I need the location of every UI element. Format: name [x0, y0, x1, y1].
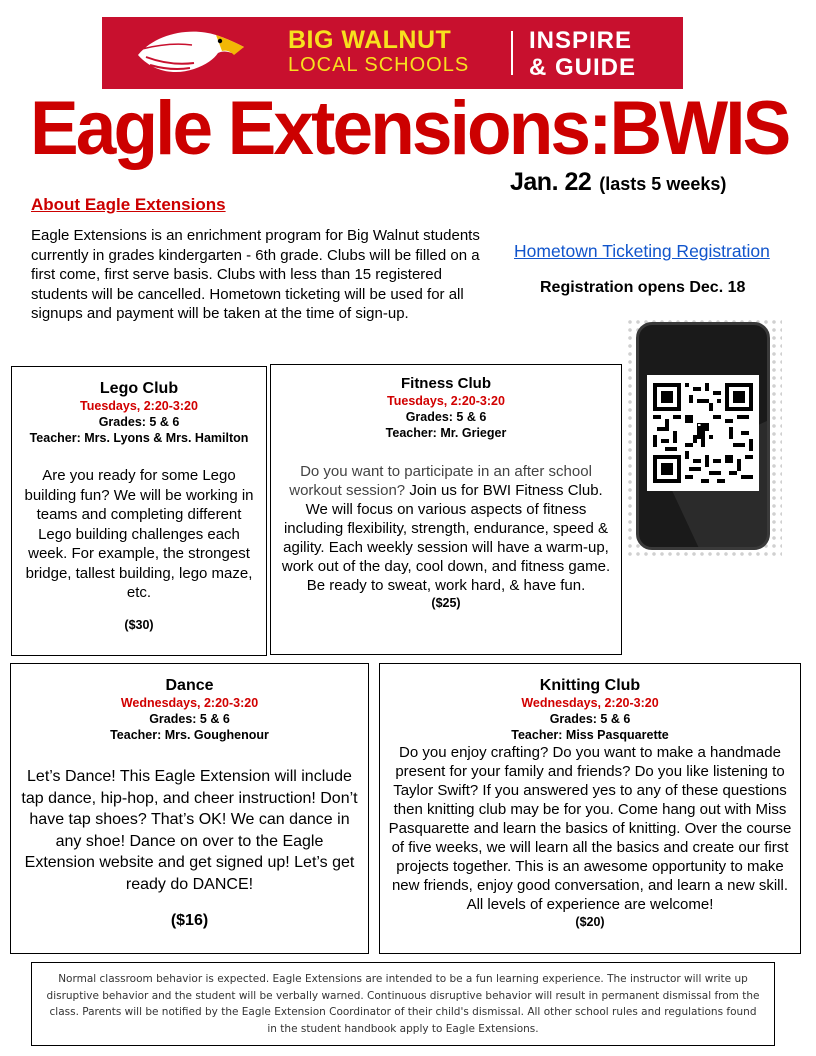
- club-price: ($25): [431, 596, 461, 610]
- club-description: Do you enjoy crafting? Do you want to make a handmade present for your family and friends? Do you like listening to Taylor Swift? If you answered yes to any of these questions then knitting club may be for you. Come hang out with Miss Pasquarette and learn the basics of knitting. Over the course of five weeks, we will learn all the basics and create our first projects together. This is an awesome opportunity to make new friends, enjoy good conversation, and learn a new skill. All levels of experience are welcome!: [388, 744, 792, 913]
- club-title: Dance: [165, 677, 214, 694]
- club-time: Wednesdays, 2:20-3:20: [120, 696, 259, 710]
- dance-club-card: [10, 663, 369, 954]
- about-description: Eagle Extensions is an enrichment program for Big Walnut students currently in grades kindergarten - 6th grade. Clubs will be filled on a first come, first serve basis. Clubs with less than 15 registered students will be cancelled. Hometown ticketing will be used for all signups and payment will be taken at the time of sign-up.: [31, 227, 480, 322]
- district-logo-text: [288, 27, 469, 77]
- motto-line-1: INSPIRE: [529, 27, 633, 54]
- logo-divider: [511, 31, 513, 75]
- start-date: [510, 168, 726, 197]
- qr-code-icon[interactable]: [647, 375, 759, 491]
- qr-phone-graphic: [626, 318, 782, 558]
- club-teacher: Teacher: Mr. Grieger: [385, 426, 507, 440]
- fitness-club-card: [270, 364, 622, 655]
- club-teacher: Teacher: Mrs. Lyons & Mrs. Hamilton: [29, 431, 249, 445]
- club-grades: Grades: 5 & 6: [549, 712, 631, 726]
- about-heading-link[interactable]: About Eagle Extensions: [31, 195, 226, 214]
- eagle-logo-icon: [136, 25, 246, 81]
- club-time: Tuesdays, 2:20-3:20: [387, 394, 505, 408]
- motto-line-2: & GUIDE: [529, 54, 637, 81]
- registration-opens-text: Registration opens Dec. 18: [540, 279, 746, 296]
- club-title: Knitting Club: [539, 677, 641, 694]
- start-date-value: Jan. 22: [510, 168, 592, 196]
- logo-line-1: BIG WALNUT: [288, 26, 452, 54]
- club-description: [279, 462, 613, 595]
- behavior-notice: Normal classroom behavior is expected. Eagle Extensions are intended to be a fun learning experience. The instructor will write up disruptive behavior and the student will be verbally warned. Continuous disruptive behavior will result in permanent dismissal from the class. Parents will be notified by the Eagle Extension Coordinator of their child's dismissal. All other school rules and regulations found in the student handbook apply to Eagle Extensions.: [31, 962, 775, 1046]
- club-grades: Grades: 5 & 6: [149, 712, 230, 726]
- lego-club-card: [11, 366, 267, 656]
- page-title: Eagle Extensions:BWIS: [30, 86, 789, 171]
- club-time: Wednesdays, 2:20-3:20: [521, 696, 659, 710]
- club-title: Fitness Club: [400, 375, 491, 392]
- club-price: ($20): [575, 915, 605, 929]
- club-description-body: Join us for BWI Fitness Club. We will focus on various aspects of fitness including flexibility, strength, endurance, speed & agility. Each weekly session will have a warm-up, work out of the day, cool down, and fitness game. Be ready to sweat, work hard, & have fun.: [281, 482, 611, 594]
- club-description: Are you ready for some Lego building fun? We will be working in teams and completing different Lego building challenges each week. For example, the strongest bridge, tallest building, lego maze, etc.: [24, 467, 254, 601]
- club-price: ($30): [124, 617, 154, 632]
- header-banner: [102, 17, 683, 89]
- club-time: Tuesdays, 2:20-3:20: [80, 399, 198, 413]
- logo-line-2: LOCAL SCHOOLS: [288, 54, 470, 76]
- club-teacher: Teacher: Mrs. Goughenour: [110, 728, 269, 742]
- smartphone-icon: [636, 322, 770, 550]
- motto-text: [529, 27, 636, 81]
- club-description-lead: Do you want to participate in an after school workout session?: [289, 463, 592, 499]
- club-grades: Grades: 5 & 6: [98, 415, 180, 429]
- registration-link[interactable]: Hometown Ticketing Registration: [514, 241, 770, 261]
- duration-label: (lasts 5 weeks): [599, 174, 727, 194]
- club-price: ($16): [170, 912, 209, 929]
- club-title: Lego Club: [99, 380, 179, 397]
- club-grades: Grades: 5 & 6: [405, 410, 487, 424]
- club-teacher: Teacher: Miss Pasquarette: [511, 728, 669, 742]
- knitting-club-card: [379, 663, 801, 954]
- club-description: Let’s Dance! This Eagle Extension will include tap dance, hip-hop, and cheer instruction! Don’t have tap shoes? That’s OK! We can dance in any shoe! Dance on over to the Eagle Extension website and get signed up! Let’s get ready do DANCE!: [21, 768, 358, 893]
